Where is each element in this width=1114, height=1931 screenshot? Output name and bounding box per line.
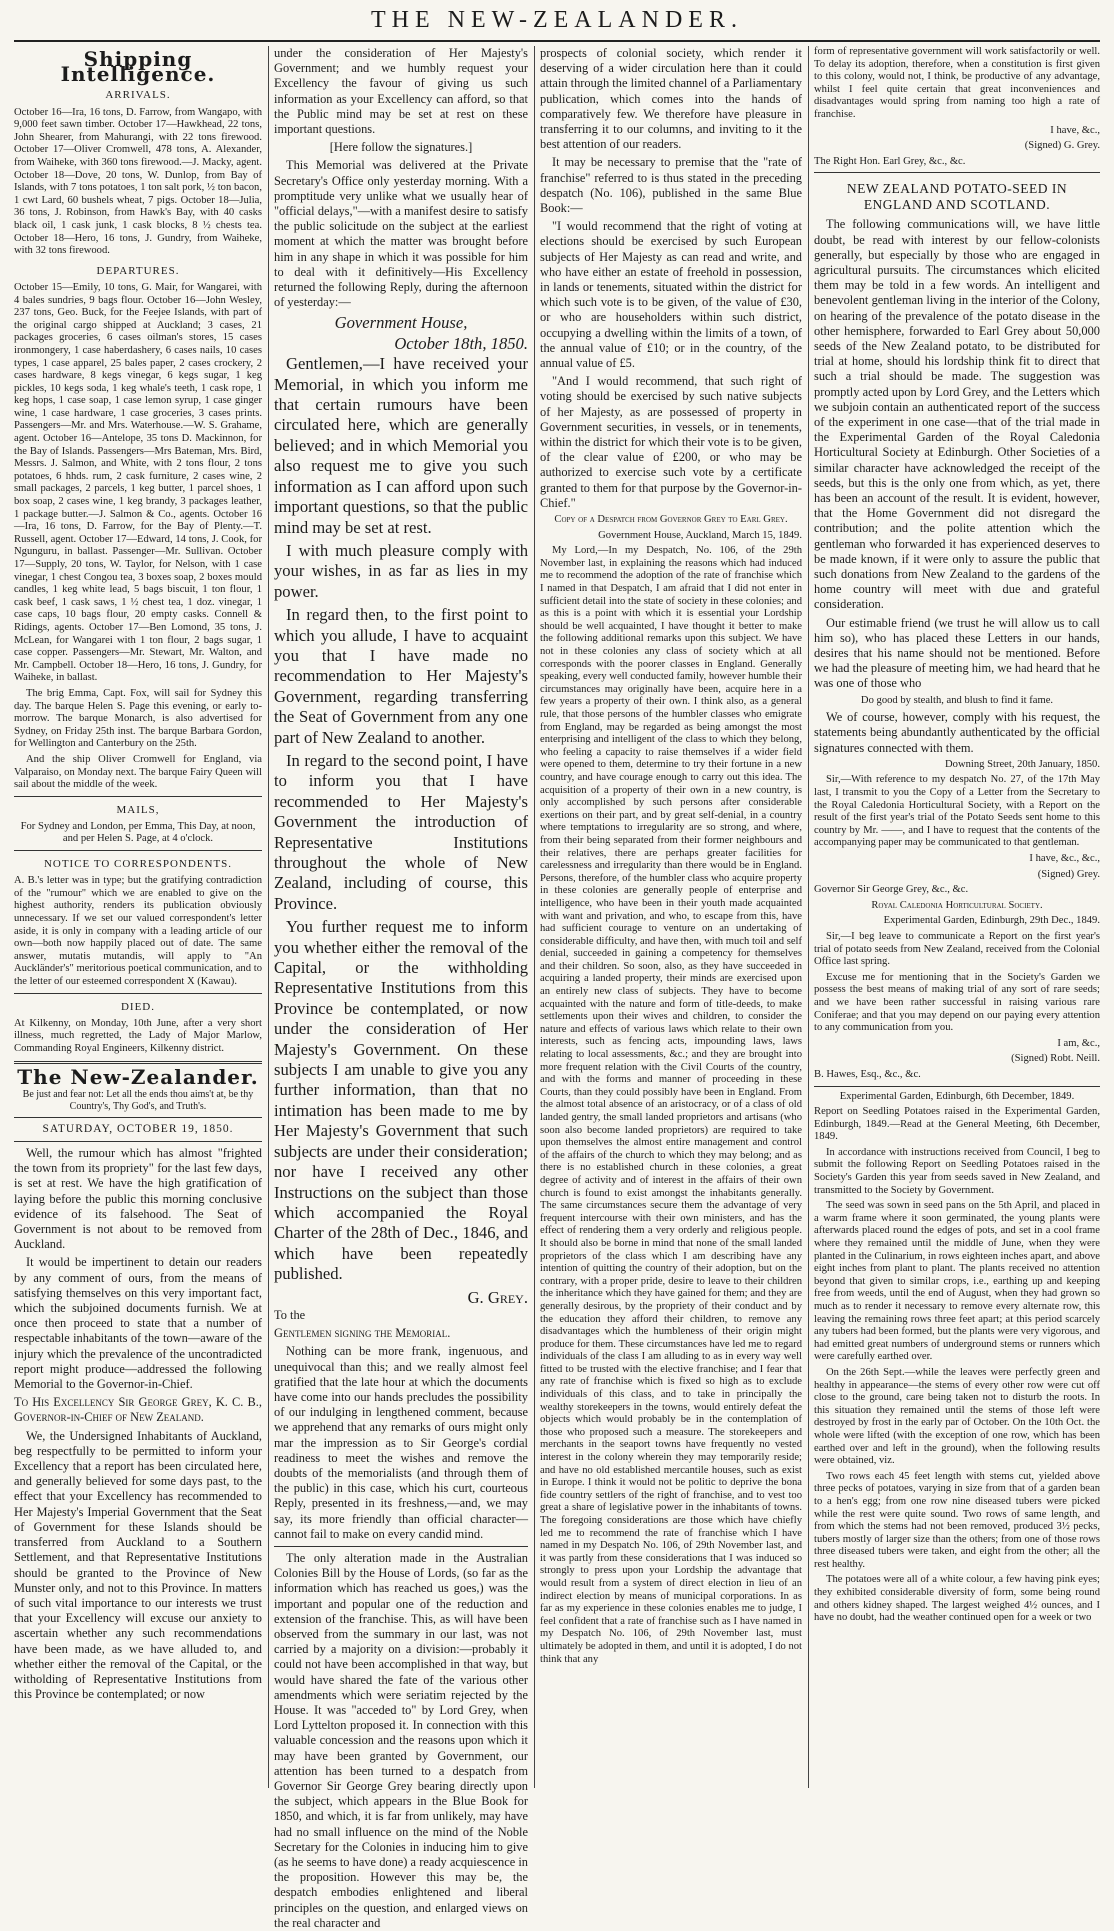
reply-paragraph-3: In regard then, to the first point to which you allude, I have to acquaint you that I have made no recommendation to Her Majesty's Government, regarding transferring the Seat of Government from any one part of New Zealand to another. [274, 605, 528, 747]
died-text: At Kilkenny, on Monday, 10th June, after a very short illness, much regretted, the Lady of Major Marlow, Commanding Royal Engineers, Kilkenny district. [14, 1017, 262, 1055]
right-hon: The Right Hon. Earl Grey, &c., &c. [814, 155, 966, 167]
double-divider [14, 1061, 262, 1064]
report-paragraph-4: Two rows each 45 feet length with stems cut, yielded above three pecks of potatoes, varying in size from that of a garden bean to a hen's egg; from one row nine diseased tubers were picked while the rest were quite sound. Two rows of same length, and from which the stems had not been removed, produced 3½ pecks, tubers mostly of larger size than the others; from one of those rows three diseased tubers were taken, and eight from the other; all the rest healthy. [814, 1470, 1100, 1570]
column-4 [814, 46, 1100, 1788]
despatch-continued: form of representative government will work satisfactorily or well. To delay its adoption, therefore, when a constitution is first given to this colony, would not, I think, be productive of any advantage, whilst I feel quite certain that great inconveniences and disadvantages would spring from naming too high a rate of franchise. [814, 46, 1100, 120]
quote-line: Do good by stealth, and blush to find it fame. [860, 694, 1054, 706]
arrivals-text: October 16—Ira, 16 tons, D. Farrow, from Wangapo, with 9,000 feet sawn timber. October 17—Hawkhead, 22 tons, John Shearer, from Mahurangi, with 22 tons firewood. October 17—Oliver Cromwell, 478 tons, A. Alexander, from Waiheke, with 360 tons firewood.—J. Macky, agent. October 18—Dove, 20 tons, W. Dunlop, from Bay of Islands, with 7 tons potatoes, 1 ton salt pork, ½ ton bacon, 1 cwt Lard, 60 bushels wheat, 7 pigs. October 18—Julia, 36 tons, J. Robinson, from Hawk's Bay, with 40 casks black oil, 1 cask junk, 1 cask blocks, 8 ½ chests tea. October 18—Hero, 16 tons, J. Gundry, from Waiheke, with 32 tons firewood. [14, 106, 262, 257]
departures-heading: DEPARTURES. [96, 264, 180, 277]
motto: Be just and fear not: Let all the ends thou aims't at, be thy Country's, Thy God's, and Truth's. [22, 1088, 254, 1112]
divider [14, 796, 262, 797]
quote-paragraph-2: "And I would recommend, that such right of voting should be exercised by such native subjects of her Majesty, as are possessed of property in Government securities, in vessels, or in tenements, within the district for which their vote is to be given, of the clear value of £200, or who may be authorized to exercise such vote by a certificate granted to them for that purpose by the Governor-in-Chief." [540, 374, 802, 510]
divider [814, 1086, 1100, 1087]
premise-paragraph: It may be necessary to premise that the "rate of franchise" referred to is thus stated in the preceding despatch (No. 106), published in the same Blue Book:— [540, 155, 802, 216]
arrivals-heading: ARRIVALS. [105, 89, 171, 102]
hawes: B. Hawes, Esq., &c., &c. [814, 1068, 921, 1080]
gentlemen-signing: Gentlemen signing the Memorial. [274, 1326, 451, 1341]
date-line: SATURDAY, OCTOBER 19, 1850. [42, 1122, 234, 1135]
despatch-body: My Lord,—In my Despatch, No. 106, of the 29th November last, in explaining the reasons which had induced me to recommend the adoption of the rate of franchise which I named in that Despatch, I am afraid that I did not enter in sufficient detail into the state of society in these colonies; and as this is a point with which it is essential your Lordship should be well acquainted, I have thought it better to make the following additional remarks upon this subject. We have not in these colonies any class of society which at all corresponds with the poorer classes in England. Generally speaking, every well conducted family, however humble their circumstances may originally have been, acquire here in a few years a property of their own. I think also, as a general rule, that those persons of the humbler classes who emigrate from England, may be regarded as being amongst the most enterprising and intelligent of the class to which they belong, who feeling a capacity to raise themselves if a wider field were opened to them, determine to try their fortune in a new country, and have courage enough to carry out this idea. The acquisition of a property of their own in a new country, is only accomplished by such persons after considerable exertions on their part, and by great self-denial, in a country where temptations to irregularity are so strong, and where, from their being separated from their former neighbours and their relatives, there are perhaps greater facilities for carelessness and irregularity than there would be in England. Persons, therefore, of the humbler class who acquire property in these colonies are generally people of enterprise and intelligence, who have been in their youth made acquainted with want and privation, and who, to escape from this, have had sufficient courage to venture on an undertaking of considerable difficulty, and have then, with much toil and self denial, succeeded in gaining a competency for themselves and their children. So soon, also, as they have succeeded in acquiring a landed property, their minds are exercised upon an entirely new class of subjects. They have to become acquainted with the nature and form of title-deeds, to make settlements upon their wives and children, to consider the nature and effects of various laws which relate to their own interests, such as fencing acts, impounding laws, laws relating to local assessments, &c.; and they are brought into more frequent relation with the Civil Courts of the country, and with the forms and manner of proceeding in these Courts, than they could possibly have been in England. From the almost total absence of an aristocracy, or of a class of old landed gentry, the small landed proprietors and artisans (who soon also become landed proprietors) are required to take upon themselves the almost entire management and control of the affairs of the church to which they may belong; and as there is no established church in these colonies, a great degree of activity and of interest in the affairs of their own church is found to exist amongst the inhabitants generally. The same circumstances secure them the advantage of very frequent intercourse with their own ministers, and has the effect of rendering them a very orderly and religious people. It should also be borne in mind that none of the small landed proprietors of the class which I am describing have any intention of quitting the country of their adoption, but on the contrary, with a proper pride, desire to leave to their children the inheritance which they have gained for them; and they are generally desirous, by the propriety of their conduct and by the education they afford their children, to remove any disadvantages which the humbleness of their origin might produce for them. These circumstances have led me to regard individuals of the class I am alluding to as in every way well fitted to be trusted with the elective franchise; and I fear that any rate of franchise which is fixed so high as to exclude individuals of this class, and to take in principally the wealthy storekeepers in the towns, would entirely defeat the objects which would probably be in the contemplation of those who proposed such a measure. The storekeepers and merchants in the seaport towns have frequently no vested interest in the colony wherein they may temporarily reside; and have no old established mercantile houses, such as exist in Europe. I think it would not be politic to deprive the bona fide country settlers of the right of franchise, and to vest too great a share of legislative power in the inhabitants of towns. The foregoing considerations are those which have chiefly led me to recommend the rate of franchise which I have named in my Despatch No. 106, of 29th November last, and it was partly from these considerations that I was induced so strongly to press upon your Lordship the advantage that would result from a system of direct election in lieu of an indirect election by means of municipal corporations. In as far as my experience in these colonies enables me to judge, I feel confident that a rate of franchise such as I have named in my Despatch No. 106, of 29th November last, must ultimately be adopted in them, and until it is adopted, I do not think that any [540, 545, 802, 1665]
report-paragraph-2: The seed was sown in seed pans on the 5th April, and placed in a warm frame where it soon germinated, the young plants were afterwards placed round the edges of pots, and set in a cool frame where they remained until the middle of June, when they were planted in the Culinarium, in rows eighteen inches apart, and above eight inches from plant to plant. The plants received no attention beyond that given to similar crops, i.e., earthing up and keeping free from weeds, until the end of August, when they had grown so much as to render it necessary to remove every alternate row, this leaving the remaining rows three feet apart; at this period scarcely any tubers had been formed, but the plants were very vigorous, and had emitted great numbers of underground stems or runners which were carefully earthed over. [814, 1200, 1100, 1363]
divider [14, 1117, 262, 1118]
report-paragraph-1: In accordance with instructions received from Council, I beg to submit the following Report on Seedling Potatoes raised in the Society's Garden this year from seeds saved in New Zealand, and transmitted to the Society by Government. [814, 1146, 1100, 1196]
royal-society-heading: Royal Caledonia Horticultural Society. [871, 899, 1043, 911]
leader-paragraph-1: Well, the rumour which has almost "frighted the town from its propriety" for the last few days, is set at rest. We have the high gratification of laying before the public this morning conclusive evidence of its falsehood. The Seat of Government is not about to be removed from Auckland. [14, 1146, 262, 1252]
potato-paragraph-3: We of course, however, comply with his request, the statements being abundantly authenticated by the official signatures connected with them. [814, 710, 1100, 755]
ship-paragraph: And the ship Oliver Cromwell for England, via Valparaiso, on Monday next. The barque Fairy Queen will sail about the middle of the week. [14, 753, 262, 791]
reply-paragraph-2: I with much pleasure comply with your wishes, in as far as lies in my power. [274, 540, 528, 601]
memorial-continued: under the consideration of Her Majesty's Government; and we humbly request your Excellency the favour of giving us such information as your Excellency can afford, so that the Public mind may be set at rest on these important questions. [274, 46, 528, 137]
memorial-text: We, the Undersigned Inhabitants of Auckland, beg respectfully to be permitted to inform your Excellency that a report has been circulated here, and generally believed for some days past, to the effect that your Excellency has recommended to Her Majesty's Imperial Government that the Seat of Government for these Islands should be transferred from Auckland to a Southern Settlement, and that Representative Institutions should be granted to the Province of New Munster only, and not to this Province. In matters of such vital importance to our interests we trust that your Excellency will excuse our anxiety to ascertain whether any such recommendations have been made, as we have alluded to, and whether either the removal of the Capital, or the witholding of Representative Institutions from this Province be contemplated; or now [14, 1428, 262, 1702]
mails-heading: MAILS, [116, 803, 160, 816]
leader-paragraph-2: It would be impertinent to detain our readers by any comment of ours, from the means of satisfying themselves on this very important fact, which the subjoined documents furnish. We at once then proceed to state that a number of respectable inhabitants of the town—aware of the injury which the prevalence of the uncontradicted report might produce—addressed the following Memorial to the Governor-in-Chief. [14, 1255, 262, 1392]
column-3 [540, 46, 802, 1788]
letter-3: Excuse me for mentioning that in the Society's Garden we possess the best means of making trial of any sort of rare seeds; and we have been rather successful in raising various rare Coniferae; and that you may depend on our paying every attention to any communication from you. [814, 971, 1100, 1034]
column-rule [534, 46, 535, 1788]
memorial-address: To His Excellency Sir George Grey, K. C. B., Governor-in-Chief of New Zealand. [14, 1395, 262, 1425]
divider [14, 850, 262, 851]
i-have-2: I have, &c., &c., [1029, 853, 1100, 864]
despatch-place: Government House, Auckland, March 15, 1849. [598, 529, 802, 541]
nothing-paragraph: Nothing can be more frank, ingenuous, and unequivocal than this; and we really almost feel gratified that the late hour at which the documents have come into our hands precludes the possibility of our indulging in lengthened comment, because we apprehend that any remarks of ours might only mar the impression as to Sir George's cordial readiness to meet the wishes and remove the doubts of the memorialists (and through them of the public) in this case, which his curt, courteous Reply, presented in its freshness,—and, we may say, its more friendly than official character—cannot fail to make on every candid mind. [274, 1344, 528, 1541]
downing-street: Downing Street, 20th January, 1850. [945, 758, 1100, 770]
column-rule [808, 46, 809, 1788]
mails-text: For Sydney and London, per Emma, This Day, at noon, and per Helen S. Page, at 4 o'clock. [20, 820, 256, 845]
column-1 [14, 46, 262, 1788]
column-rule [268, 46, 269, 1788]
page-columns [14, 46, 1100, 1930]
potato-paragraph-2: Our estimable friend (we trust he will allow us to call him so), who has placed these Letters in our hands, desires that his name should not be mentioned. Before we had the pleasure of meeting him, we had heard that he was one of those who [814, 615, 1100, 691]
despatch-heading: Copy of a Despatch from Governor Grey to Earl Grey. [554, 514, 788, 526]
divider [814, 172, 1100, 173]
signed-grey: (Signed) G. Grey. [1024, 140, 1100, 152]
signed-grey-2: (Signed) Grey. [1037, 868, 1100, 880]
signatures-note: [Here follow the signatures.] [329, 140, 473, 155]
delivered-paragraph: This Memorial was delivered at the Private Secretary's Office only yesterday morning. With a promptitude very unlike what we usually hear of "official delays,"—with a manifest desire to satisfy the public solicitude on the subject at the earliest moment at which the matter was brought before him in any shape in which it was possible for him to deal with it definitively—His Excellency returned the following Reply, during the afternoon of yesterday:— [274, 158, 528, 310]
shipping-title: Shipping Intelligence. [60, 47, 216, 87]
departures-text: October 15—Emily, 10 tons, G. Mair, for Wangarei, with 4 bales sundries, 9 bags flour. October 16—John Wesley, 237 tons, Geo. Buck, for the Feejee Islands, with part of the original cargo shipped at Auckland; 3 cases, 21 packages groceries, 6 cases oilman's stores, 15 cases ironmongery, 1 case haberdashery, 6 cases nails, 10 cases types, 1 case apparel, 25 bales paper, 2 cases crockery, 2 cases hardware, 8 kegs vinegar, 6 kegs sugar, 1 keg pickles, 10 kegs soda, 1 keg whale's teeth, 1 cask rope, 1 keg hops, 1 case soap, 1 case lemon syrup, 1 case ginger wine, 1 case hardware, 1 case groceries, 3 cases prints. Passengers—Mr. and Mrs. Waterhouse.—W. S. Grahame, agent. October 16—Antelope, 35 tons D. Mackinnon, for the Bay of Islands. Passengers—Mrs Bateman, Mrs. Bird, Messrs. J. Salmon, and White, with 2 tons flour, 2 tons potatoes, 6 hhds. rum, 2 cask furniture, 2 cases wine, 2 small packages, 2 parcels, 1 keg butter, 1 parcel shoes, 1 box soap, 2 cases wine, 1 keg brandy, 3 packages leather, 1 package butter.—J. Salmon & Co., agents. October 16—Ira, 16 tons, D. Farrow, for the Bay of Plenty.—T. Russell, agent. October 17—Edward, 14 tons, J. Cook, for Ngunguru, in ballast. Passenger—Mr. Sullivan. October 17—Supply, 20 tons, W. Taylor, for Nelson, with 1 case vinegar, 1 chest Congou tea, 3 boxes soap, 2 boxes mould candles, 1 keg white lead, 5 bags biscuit, 1 ton flour, 1 cask beef, 1 cask saws, 1 ½ chest tea, 1 doz. vinegar, 1 case caps, 10 bags flour, 20 empty casks. Connell & Ridings, agents. October 17—Ben Lomond, 35 tons, J. McLean, for Wangarei with 1 ton flour, 2 bags sugar, 1 case copper. Passengers—Mr. Stewart, Mr. Walton, and Mr. Campbell. October 18—Hero, 16 tons, J. Gundry, for Waiheke, in ballast. [14, 281, 262, 684]
reply-paragraph-1: Gentlemen,—I have received your Memorial, in which you inform me that certain rumours have been circulated here, which are generally believed; and in which Memorial you also request me to give you such information as I can afford upon such important questions, so that the public mind may be set at rest. [274, 354, 528, 537]
potato-paragraph-1: The following communications will, we have little doubt, be read with interest by our fellow-colonists generally, but especially by those who are engaged in agricultural pursuits. The circumstances which elicited them may be told in a few words. An intelligent and benevolent gentleman living in the interior of the Colony, on hearing of the prevalence of the potato disease in the other hemisphere, forwarded to Earl Grey about 50,000 seeds of the New Zealand potato, to be distributed for trial at home, should his lordship think fit to direct that such a trial should be made. The suggestion was promptly acted upon by Lord Grey, and the Letters which we subjoin contain an authenticated report of the success of the experiment in one case—that of the trial made in the Experimental Garden of the Royal Caledonia Horticultural Society at Edinburgh. Other Societies of a similar character have acknowledged the receipt of the seeds, but this is the only one from which, as yet, there has been an account of the result. It is evident, however, that the Home Government did not disregard the contribution; and the polite attention which the gentleman who forwarded it has experienced deserves to be made known, if it were only to assure the public that such donations from New Zealand to the gardens of the home country will meet with due and grateful consideration. [814, 217, 1100, 612]
experimental-garden-2: Experimental Garden, Edinburgh, 6th December, 1849. [839, 1090, 1075, 1102]
letter-1: Sir,—With reference to my despatch No. 27, of the 17th May last, I transmit to you the Copy of a Letter from the Secretary to the Royal Caledonia Horticultural Society, with a Report on the result of the first year's trial of the Potato Seeds sent home to this country by Mr. ——, and I have to request that the contents of the accompanying paper may be communicated to that gentleman. [814, 774, 1100, 849]
reply-date: October 18th, 1850. [394, 333, 528, 353]
died-heading: DIED. [120, 1000, 156, 1013]
franchise-continued: prospects of colonial society, which render it deserving of a wider circulation here than it could attain through the limited channel of a Parliamentary publication, which comes into the hands of comparatively few. We therefore have pleasure in transferring it to our columns, and inviting to it the best attention of our readers. [540, 46, 802, 152]
report-title: Report on Seedling Potatoes raised in the Experimental Garden, Edinburgh, 1849.—Read at the General Meeting, 6th December, 1849. [814, 1106, 1100, 1143]
reply-signature: G. Grey. [467, 1287, 528, 1307]
i-am: I am, &c., [1057, 1037, 1100, 1049]
column-2 [274, 46, 528, 1930]
paper-title: The New-Zealander. [17, 1064, 259, 1089]
masthead: THE NEW-ZEALANDER. [371, 7, 743, 33]
to-the: To the [274, 1307, 306, 1322]
letter-2: Sir,—I beg leave to communicate a Report on the first year's trial of potato seeds from New Zealand, received from the Colonial Office last spring. [814, 930, 1100, 968]
masthead-rule [14, 40, 1100, 42]
report-paragraph-5: The potatoes were all of a white colour, a few having pink eyes; they exhibited considerable diversity of form, some being round and others kidney shaped. The largest weighed 4½ ounces, and I have no doubt, had the weather continued open for a week or two [814, 1574, 1100, 1624]
brig-paragraph: The brig Emma, Capt. Fox, will sail for Sydney this day. The barque Helen S. Page this evening, or early to-morrow. The barque Monarch, is also advertised for Sydney, on Friday 25th inst. The barque Barbara Gordon, for Wellington and Canterbury on the 25th. [14, 687, 262, 750]
experimental-garden: Experimental Garden, Edinburgh, 29th Dec., 1849. [883, 915, 1100, 927]
divider [274, 1546, 528, 1547]
government-house: Government House, [334, 313, 468, 333]
divider [14, 993, 262, 994]
signed-neill: (Signed) Robt. Neill. [1011, 1053, 1100, 1065]
quote-paragraph-1: "I would recommend that the right of voting at elections should be exercised by such European subjects of Her Majesty as can read and write, and who have either an estate of freehold in possession, in lands or tenements, situated within the district for which such vote is to be given, of the value of £30, or who are householders within such district, occupying a dwelling within the limits of a town, of the annual value of £10; or in the country, of the annual value of £5. [540, 219, 802, 371]
i-have: I have, &c., [1050, 124, 1100, 136]
franchise-paragraph: The only alteration made in the Australian Colonies Bill by the House of Lords, (so far as the information which has reached us goes,) was the important and popular one of the reduction and extension of the franchise. This, as will have been observed from the summary in our last, was not carried by a majority on a division:—probably it could not have been accomplished in that way, but would have shared the fate of the various other amendments which were seriatim rejected by the House. It was "acceded to" by Lord Grey, when Lord Lyttelton proposed it. In connection with this valuable concession and the reasons upon which it may have been granted by Government, our attention has been turned to a despatch from Governor Sir George Grey bearing directly upon the subject, which appears in the Blue Book for 1850, and which, it is far from unlikely, may have had no small influence on the mind of the Noble Secretary for the Colonies in inducing him to give (as he seems to have done) a ready acquiescence in the proposition. However this may be, the despatch embodies enlightened and liberal principles on the question, and enlarged views on the real character and [274, 1551, 528, 1930]
reply-paragraph-4: In regard to the second point, I have to inform you that I have recommended to Her Majesty's Government the introduction of Representative Institutions throughout the whole of New Zealand, including of course, this Province. [274, 750, 528, 913]
divider [14, 1141, 262, 1142]
report-paragraph-3: On the 26th Sept.—while the leaves were perfectly green and healthy in appearance—the stems of every other row were cut off close to the ground, care being taken not to disturb the roots. In this situation they remained until the stems of those left were destroyed by frost in the early par of October. On the 10th Oct. the whole were lifted (with the exception of one row, which has been earthed over and left in the ground), when the following results were obtained, viz. [814, 1366, 1100, 1467]
notice-heading: NOTICE TO CORRESPONDENTS. [43, 858, 233, 871]
notice-text: A. B.'s letter was in type; but the gratifying contradiction of the "rumour" which we are enabled to give on the highest authority, renders its publication obviously unnecessary. If we set our valued correspondent's letter aside, it is only in company with a leading article of our own—both now happily placed out of date. The same answer, mutatis mutandis, will apply to "An Auckländer's" meritorious poetical communication, and to the letter of our esteemed correspondent X (Kawau). [14, 875, 262, 988]
reply-paragraph-5: You further request me to inform you whether either the removal of the Capital, or the withholding Representative Institutions from this Province be contemplated, or now under the consideration of Her Majesty's Government. On these subjects I am unable to give you any further information, than that no intimation has been made to me by Her Majesty's Government that such subjects are under their consideration; nor have I received any other Instructions on the subject than those which accompanied the Royal Charter of the 28th of Dec., 1846, and which have been repeatedly published. [274, 917, 528, 1284]
governor-george-grey: Governor Sir George Grey, &c., &c. [814, 884, 969, 896]
potato-heading: NEW ZEALAND POTATO-SEED IN ENGLAND AND SCOTLAND. [846, 181, 1068, 213]
